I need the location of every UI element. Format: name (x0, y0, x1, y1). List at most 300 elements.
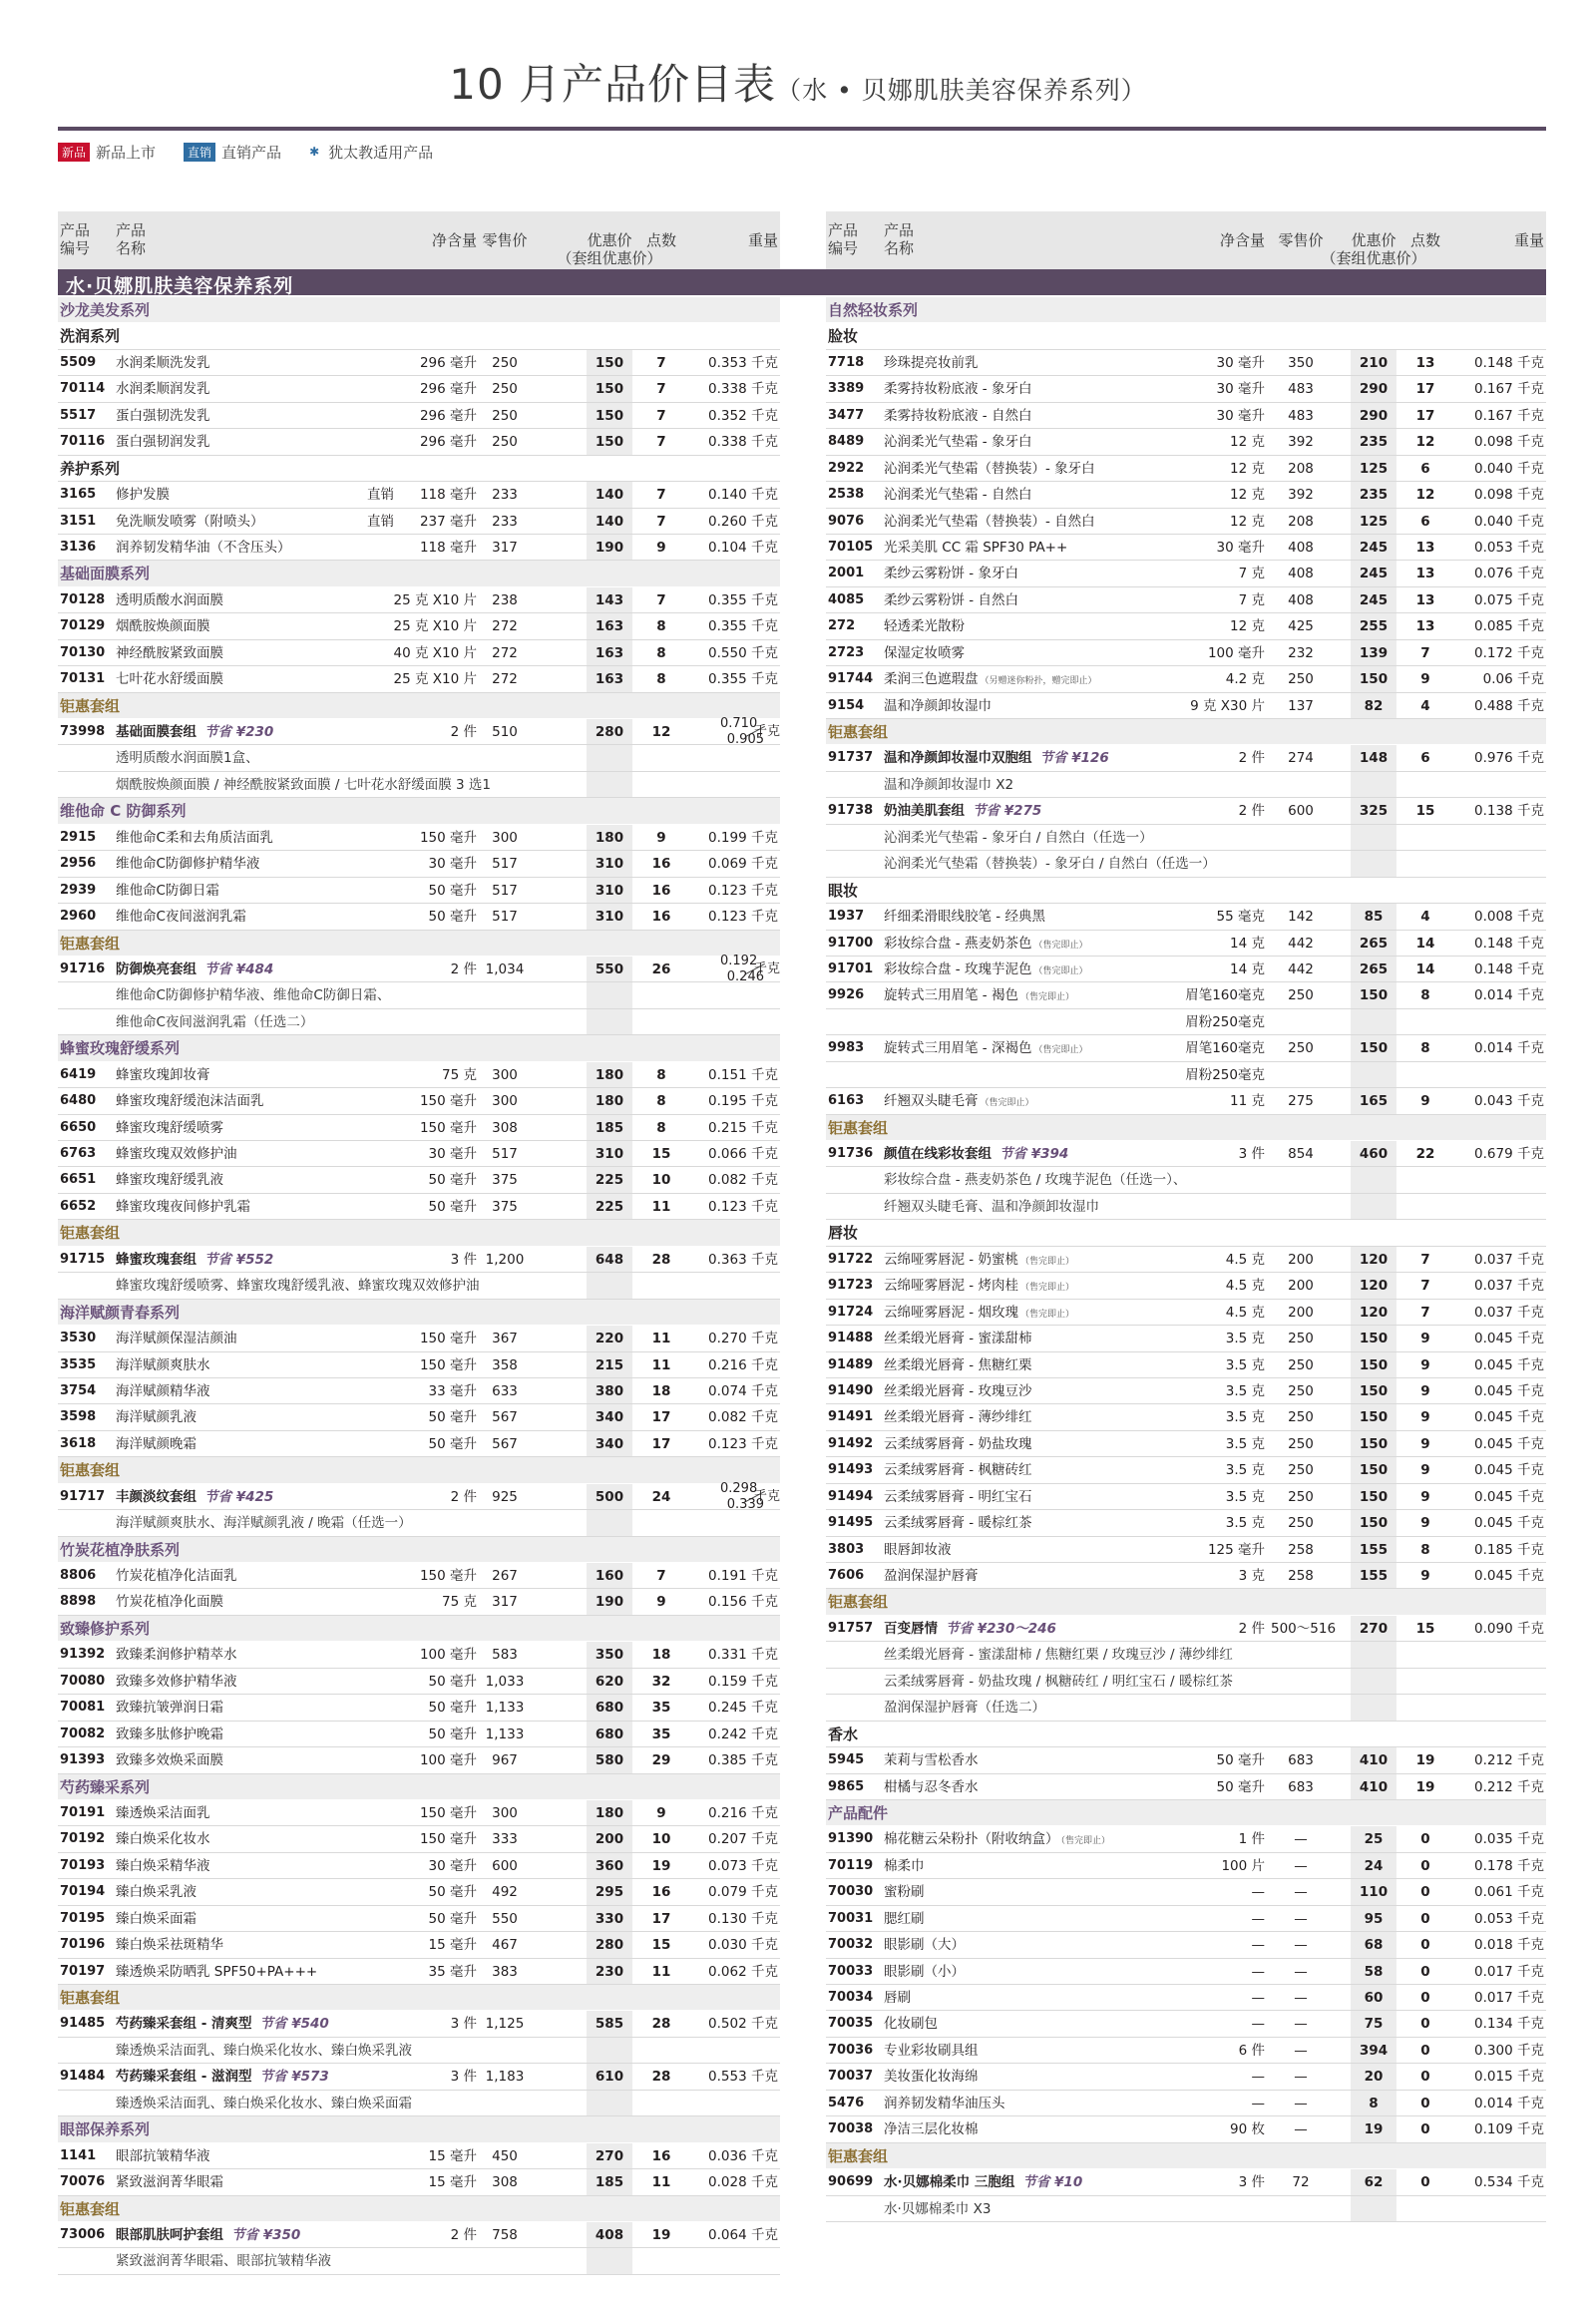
product-code: 70037 (828, 2069, 874, 2085)
bundle-detail-row (58, 1009, 780, 1035)
product-name (116, 1669, 237, 1695)
table-row (58, 1906, 780, 1932)
product-code: 91757 (828, 1620, 874, 1636)
product-name (884, 1985, 911, 2011)
retail-price: 633 (492, 1382, 518, 1399)
product-code: 5509 (60, 354, 97, 370)
bundle-detail: 维他命C防御修护精华液、维他命C防御日霜、 (116, 987, 391, 1004)
weight: 0.014 千克 (1474, 987, 1544, 1004)
table-row (58, 587, 780, 613)
weight: 0.018 千克 (1474, 1937, 1544, 1954)
product-name-text: 七叶花水舒缓面膜 (116, 671, 223, 688)
discount-price: 295 (595, 1884, 624, 1901)
bundle-detail-row (58, 2038, 780, 2064)
points: 17 (651, 1435, 671, 1452)
product-code: 70192 (60, 1831, 106, 1847)
net-content: 50 毫升 (428, 882, 477, 899)
weight: 0.073 千克 (708, 1857, 778, 1874)
header-label: 产品 (884, 221, 915, 239)
points: 7 (656, 1568, 666, 1584)
table-row (58, 350, 780, 376)
weight: 0.172 千克 (1474, 644, 1544, 661)
table-row (826, 1062, 1546, 1088)
retail-price: 272 (492, 644, 518, 661)
weight: 0.037 千克 (1474, 1304, 1544, 1321)
weight: 0.212 千克 (1474, 1752, 1544, 1769)
points: 32 (651, 1673, 671, 1690)
points: 0 (1420, 2174, 1430, 2191)
retail-price: 383 (492, 1963, 518, 1980)
points: 9 (1420, 671, 1430, 688)
table-row (58, 1722, 780, 1747)
discount-price: 460 (1359, 1146, 1389, 1162)
table-row (826, 1431, 1546, 1457)
net-content: 100 片 (1221, 1857, 1265, 1874)
discount-price: 60 (1364, 1990, 1384, 2006)
product-name (116, 1959, 317, 1985)
discount-column-shade (1351, 1669, 1396, 1694)
product-name (884, 613, 965, 639)
product-code: 3136 (60, 539, 97, 555)
weight: 0.355 千克 (708, 671, 778, 688)
discount-column-shade (1351, 772, 1396, 797)
net-content: 35 毫升 (428, 1963, 477, 1980)
savings-label: 节省 ¥484 (204, 960, 274, 977)
discount-column-shade (587, 2091, 632, 2115)
product-code: 4085 (828, 591, 865, 607)
product-name (884, 1826, 1110, 1854)
weight: 0.134 千克 (1474, 2016, 1544, 2033)
net-content: 50 毫升 (428, 1409, 477, 1426)
weight: 0.156 千克 (708, 1594, 778, 1611)
section-label: 基础面膜系列 (60, 565, 151, 583)
series-header (58, 561, 780, 586)
weight-max: 0.905 (726, 732, 764, 747)
points: 9 (1420, 1488, 1430, 1505)
left-rows (58, 297, 780, 2275)
discount-price: 265 (1359, 935, 1389, 952)
product-name (884, 2116, 979, 2142)
weight: 0.130 千克 (708, 1910, 778, 1927)
retail-price: 483 (1288, 407, 1314, 424)
product-name-text: 沁润柔光气垫霜 - 象牙白 (884, 434, 1032, 451)
product-name (884, 535, 1067, 561)
points: 7 (656, 591, 666, 608)
product-name-text: 沁润柔光气垫霜（替换装）- 自然白 (884, 513, 1095, 530)
section-label: 唇妆 (828, 1224, 859, 1243)
table-row (58, 1431, 780, 1457)
discount-column-shade (587, 1273, 632, 1298)
discount-price: 580 (595, 1752, 624, 1769)
net-content: 3 件 (450, 1251, 477, 1268)
bundle-header (58, 931, 780, 957)
product-name (884, 1457, 1031, 1483)
net-content: 12 克 (1230, 513, 1265, 530)
net-content: 3.5 克 (1225, 1382, 1265, 1399)
discount-price: 290 (1359, 407, 1389, 424)
discount-price: 394 (1359, 2042, 1389, 2059)
weight-min: 0.192 (720, 953, 758, 968)
points: 8 (656, 618, 666, 635)
bundle-detail-row (826, 1194, 1546, 1220)
product-code: 91738 (828, 803, 874, 819)
bundle-detail-row (826, 825, 1546, 851)
weight-unit: 千克 (753, 1488, 780, 1504)
net-content: 75 克 (442, 1066, 477, 1083)
product-name (116, 403, 210, 429)
product-code: 6480 (60, 1093, 97, 1109)
product-name-text: 水润柔顺洗发乳 (116, 354, 210, 371)
points: 7 (1420, 1251, 1430, 1268)
product-code: 70194 (60, 1884, 106, 1900)
discount-price: 150 (1359, 1356, 1389, 1373)
header-label: 点数 (645, 231, 676, 249)
discount-price: 265 (1359, 960, 1389, 977)
weight: 0.353 千克 (708, 354, 778, 371)
net-content: 14 克 (1230, 935, 1265, 952)
product-code: 9983 (828, 1040, 865, 1056)
table-row (826, 1563, 1546, 1589)
discount-price: 163 (595, 618, 624, 635)
net-content: 75 克 (442, 1594, 477, 1611)
product-name (116, 350, 210, 376)
product-name (116, 2064, 329, 2090)
table-row (58, 640, 780, 666)
product-name-text: 海洋赋颜乳液 (116, 1409, 197, 1426)
discount-column-shade (1351, 825, 1396, 850)
product-name-text: 百变唇情 (884, 1620, 938, 1637)
points: 6 (1420, 750, 1430, 767)
points: 16 (651, 856, 671, 873)
net-content: 296 毫升 (419, 381, 477, 398)
weight: 0.040 千克 (1474, 513, 1544, 530)
net-content: 150 毫升 (419, 1804, 477, 1821)
net-content: 125 毫升 (1207, 1541, 1265, 1558)
savings-label: 节省 ¥394 (999, 1146, 1069, 1162)
retail-price: 208 (1288, 513, 1314, 530)
table-row (826, 1009, 1546, 1035)
points: 9 (1420, 1382, 1430, 1399)
weight: 0.037 千克 (1474, 1278, 1544, 1295)
weight: 0.030 千克 (708, 1937, 778, 1954)
table-row (826, 904, 1546, 930)
table-row (826, 1826, 1546, 1852)
table-row (826, 2038, 1546, 2064)
retail-price: — (1294, 1831, 1308, 1848)
product-code: 6650 (60, 1119, 97, 1135)
table-row (826, 1906, 1546, 1932)
weight: 0.045 千克 (1474, 1409, 1544, 1426)
bundle-detail: 温和净颜卸妆湿巾 X2 (884, 776, 1014, 793)
weight: 0.045 千克 (1474, 1356, 1544, 1373)
product-note: （另赠迷你粉扑，赠完即止） (980, 676, 1097, 687)
retail-price: 483 (1288, 381, 1314, 398)
discount-price: 310 (595, 909, 624, 926)
net-content: 15 毫升 (428, 2147, 477, 2164)
subsection-header (826, 1220, 1546, 1246)
points: 17 (651, 1409, 671, 1426)
table-row (58, 2064, 780, 2090)
kosher-star-icon: ✱ (309, 145, 320, 159)
points: 15 (651, 1146, 671, 1162)
product-name-text: 温和净颜卸妆湿巾 (884, 697, 992, 714)
product-name-text: 维他命C防御日霜 (116, 882, 219, 899)
product-note: （售完即止） (1019, 992, 1074, 1003)
points: 7 (1420, 644, 1430, 661)
product-name-text: 沁润柔光气垫霜（替换装）- 象牙白 (884, 460, 1095, 477)
legend-badge: 新品 (58, 143, 90, 162)
net-content: 15 毫升 (428, 2174, 477, 2191)
weight-range (696, 1480, 780, 1512)
product-note: （售完即止） (1019, 1309, 1074, 1320)
product-code: 90699 (828, 2174, 874, 2190)
points: 4 (1420, 697, 1430, 714)
retail-price: 442 (1288, 935, 1314, 952)
bundle-detail-row (58, 2091, 780, 2116)
product-code: 3618 (60, 1435, 97, 1451)
points: 19 (651, 1857, 671, 1874)
product-code: 91700 (828, 935, 874, 951)
net-content: 150 毫升 (419, 1331, 477, 1347)
product-code: 6651 (60, 1172, 97, 1188)
points: 7 (656, 434, 666, 451)
net-content: — (1251, 1963, 1265, 1980)
discount-price: 648 (595, 1251, 624, 1268)
net-content: 12 克 (1230, 434, 1265, 451)
points: 19 (1415, 1778, 1435, 1795)
product-name (884, 982, 1074, 1010)
product-code: 70131 (60, 671, 106, 687)
retail-price: 375 (492, 1172, 518, 1189)
discount-price: 120 (1359, 1251, 1389, 1268)
weight: 0.140 千克 (708, 487, 778, 504)
retail-price: 517 (492, 882, 518, 899)
product-name (116, 1352, 210, 1378)
product-name (884, 1906, 925, 1932)
product-name-text: 净洁三层化妆棉 (884, 2121, 979, 2138)
discount-price: 110 (1359, 1884, 1389, 1901)
table-row (58, 1669, 780, 1695)
product-name (116, 1167, 223, 1193)
table-row (58, 376, 780, 402)
net-content: 50 毫升 (428, 1726, 477, 1742)
weight: 0.151 千克 (708, 1066, 778, 1083)
product-name (884, 2011, 938, 2037)
weight: 0.123 千克 (708, 1198, 778, 1215)
product-code: 91744 (828, 671, 874, 687)
product-code: 70105 (828, 539, 874, 555)
net-content: 296 毫升 (419, 354, 477, 371)
product-name (884, 1616, 1056, 1642)
left-column-header (58, 211, 780, 269)
points: 9 (1420, 1409, 1430, 1426)
weight: 0.300 千克 (1474, 2042, 1544, 2059)
net-content: 50 毫升 (428, 1910, 477, 1927)
retail-price: — (1294, 2069, 1308, 2086)
product-name-text: 云柔绒雾唇膏 - 枫糖砖红 (884, 1462, 1032, 1479)
right-rows (826, 297, 1546, 2222)
retail-price: 758 (492, 2226, 518, 2243)
product-name (884, 1510, 1031, 1536)
retail-price: — (1294, 1857, 1308, 1874)
net-content: 4.5 克 (1225, 1251, 1265, 1268)
section-label: 钜惠套组 (60, 1989, 121, 2007)
bundle-detail: 云柔绒雾唇膏 - 奶盐玫瑰 / 枫糖砖红 / 明红宝石 / 暖棕红茶 (884, 1673, 1233, 1690)
header-label: 净含量 (431, 231, 477, 249)
net-content: 11 克 (1230, 1093, 1265, 1110)
product-name-text: 芍药臻采套组 - 滋润型 (116, 2069, 252, 2086)
weight-unit: 千克 (753, 960, 780, 976)
net-content: 50 毫升 (1216, 1752, 1265, 1769)
bundle-detail-row (826, 1695, 1546, 1721)
points: 9 (1420, 1568, 1430, 1584)
product-name (884, 1879, 925, 1905)
product-name-text: 旋转式三用眉笔 - 褐色 (884, 987, 1018, 1004)
points: 13 (1415, 591, 1435, 608)
header-label: （套组优惠价） (1321, 249, 1426, 267)
product-name-text: 眼唇卸妆液 (884, 1541, 952, 1558)
table-row (58, 482, 780, 508)
legend-label: 犹太教适用产品 (328, 143, 434, 162)
net-content: 30 毫升 (428, 1857, 477, 1874)
series-header (58, 2116, 780, 2142)
retail-price: 250 (492, 407, 518, 424)
retail-price: 250 (1288, 1040, 1314, 1057)
product-code: 70119 (828, 1857, 874, 1873)
weight: 0.028 千克 (708, 2174, 778, 2191)
discount-price: 585 (595, 2016, 624, 2033)
discount-price: 230 (595, 1963, 624, 1980)
discount-price: 150 (1359, 1040, 1389, 1057)
retail-price: 200 (1288, 1304, 1314, 1321)
product-code: 91484 (60, 2069, 106, 2085)
product-name-text: 盈润保湿护唇膏 (884, 1568, 979, 1584)
product-name (884, 957, 1087, 984)
discount-price: 125 (1359, 460, 1389, 477)
weight: 0.123 千克 (708, 909, 778, 926)
weight: 0.242 千克 (708, 1726, 778, 1742)
savings-label: 节省 ¥126 (1039, 750, 1109, 767)
table-row (826, 1959, 1546, 1985)
product-name-text: 防御焕亮套组 (116, 960, 197, 977)
product-name-text: 蜂蜜玫瑰双效修护油 (116, 1146, 237, 1162)
net-content: 3 件 (450, 2069, 477, 2086)
discount-price: 62 (1364, 2174, 1384, 2191)
product-name (884, 693, 992, 719)
product-name-text: 纤翘双头睫毛膏 (884, 1093, 979, 1110)
net-content: 14 克 (1230, 960, 1265, 977)
points: 13 (1415, 566, 1435, 582)
product-name (884, 1352, 1031, 1378)
net-content: 3.5 克 (1225, 1356, 1265, 1373)
discount-price: 150 (1359, 1462, 1389, 1479)
product-code: 73006 (60, 2226, 106, 2242)
product-name (116, 1642, 237, 1668)
points: 9 (656, 1594, 666, 1611)
bundle-detail-row (58, 1273, 780, 1299)
discount-price: 125 (1359, 513, 1389, 530)
weight: 0.079 千克 (708, 1884, 778, 1901)
retail-price: 232 (1288, 644, 1314, 661)
product-name-text: 丝柔缎光唇膏 - 薄纱绯红 (884, 1409, 1032, 1426)
product-code: 91493 (828, 1462, 874, 1478)
retail-price: 233 (492, 513, 518, 530)
product-name (884, 1378, 1031, 1404)
direct-sale-badge: 直销 (367, 487, 394, 504)
product-name-text: 纤细柔滑眼线胶笔 - 经典黑 (884, 909, 1045, 926)
table-row (826, 1537, 1546, 1563)
product-code: 70128 (60, 591, 106, 607)
product-name (884, 1404, 1031, 1430)
discount-price: 210 (1359, 354, 1389, 371)
product-code: 6652 (60, 1198, 97, 1214)
points: 35 (651, 1700, 671, 1717)
weight: 0.109 千克 (1474, 2121, 1544, 2138)
net-content: 50 毫升 (428, 1884, 477, 1901)
net-content: 眉笔160毫克 (1185, 1040, 1265, 1057)
product-code: 91485 (60, 2016, 106, 2032)
product-name (884, 2091, 1005, 2116)
table-row (58, 509, 780, 535)
points: 18 (651, 1382, 671, 1399)
product-code: 70193 (60, 1857, 106, 1873)
table-row (58, 1642, 780, 1668)
product-code: 91495 (828, 1515, 874, 1531)
net-content: 眉笔160毫克 (1185, 987, 1265, 1004)
product-name-text: 蜂蜜玫瑰舒缓乳液 (116, 1172, 223, 1189)
product-code: 1141 (60, 2147, 97, 2163)
retail-price: 375 (492, 1198, 518, 1215)
retail-price: 300 (492, 1804, 518, 1821)
product-name (116, 2011, 329, 2037)
net-content: 3.5 克 (1225, 1435, 1265, 1452)
points: 7 (656, 513, 666, 530)
discount-price: 330 (595, 1910, 624, 1927)
discount-price: 120 (1359, 1304, 1389, 1321)
product-name-text: 茉莉与雪松香水 (884, 1752, 979, 1769)
product-name-text: 臻白焕采面霜 (116, 1910, 197, 1927)
points: 11 (651, 1356, 671, 1373)
weight: 0.017 千克 (1474, 1990, 1544, 2006)
product-name (116, 851, 259, 877)
discount-column-shade (587, 1510, 632, 1535)
discount-price: 150 (595, 407, 624, 424)
bundle-detail-row (826, 2196, 1546, 2222)
retail-price: 142 (1288, 909, 1314, 926)
retail-price: 308 (492, 2174, 518, 2191)
retail-price: 467 (492, 1937, 518, 1954)
net-content: 2 件 (450, 960, 477, 977)
retail-price: 275 (1288, 1093, 1314, 1110)
net-content: 7 克 (1238, 566, 1265, 582)
table-row (58, 1959, 780, 1985)
series-header (58, 798, 780, 824)
bundle-detail: 蜂蜜玫瑰舒缓喷雾、蜂蜜玫瑰舒缓乳液、蜂蜜玫瑰双效修护油 (116, 1278, 480, 1295)
retail-price: 250 (1288, 1382, 1314, 1399)
points: 11 (651, 1331, 671, 1347)
product-name (884, 1774, 979, 1800)
product-name (116, 640, 223, 666)
savings-label: 节省 ¥230～246 (946, 1620, 1056, 1637)
discount-price: 95 (1364, 1910, 1384, 1927)
table-row (58, 1115, 780, 1141)
net-content: 3 件 (450, 2016, 477, 2033)
weight: 0.035 千克 (1474, 1831, 1544, 1848)
section-label: 蜂蜜玫瑰舒缓系列 (60, 1039, 181, 1058)
product-name-text: 云绵哑雾唇泥 - 奶蜜桃 (884, 1251, 1018, 1268)
weight: 0.061 千克 (1474, 1884, 1544, 1901)
product-code: 70114 (60, 381, 106, 397)
